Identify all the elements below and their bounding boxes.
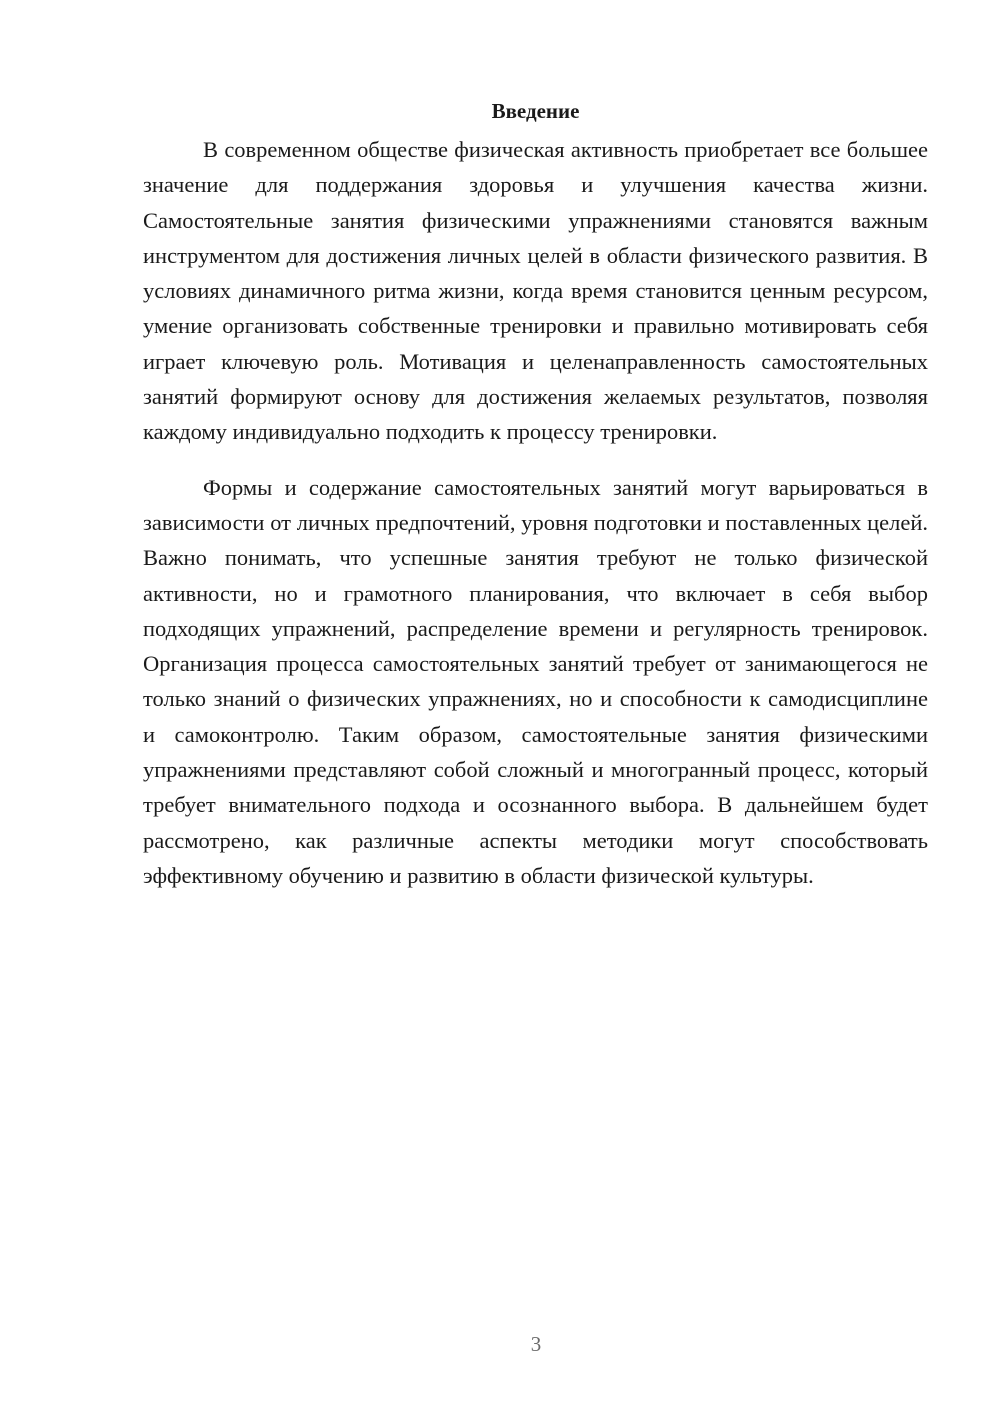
page-number: 3 [530, 1332, 542, 1356]
paragraph-2: Формы и содержание самостоятельных занятий могут варьироваться в зависимости от личных предпочтений, уровня подготовки и поставленных целей. Важно понимать, что успешные занятия требуют не только физической активности, но и грамотного планирования, что включает в себя выбор подходящих упражнений, распределение времени и регулярность тренировок. Организация процесса самостоятельных занятий требует от занимающегося не только знаний о физических упражнениях, но и способности к самодисциплине и самоконтролю. Таким образом, самостоятельные занятия физическими упражнениями представляют собой сложный и многогранный процесс, который требует внимательного подхода и осознанного выбора. В дальнейшем будет рассмотрено, как различные аспекты методики могут способствовать эффективному обучению и развитию в области физической культуры. [143, 474, 928, 888]
section-heading: Введение [491, 99, 580, 123]
paragraph-1: В современном обществе физическая активность приобретает все большее значение для поддержания здоровья и улучшения качества жизни. Самостоятельные занятия физическими упражнениями становятся важным инструментом для достижения личных целей в области физического развития. В условиях динамичного ритма жизни, когда время становится ценным ресурсом, умение организовать собственные тренировки и правильно мотивировать себя играет ключевую роль. Мотивация и целенаправленность самостоятельных занятий формируют основу для достижения желаемых результатов, позволяя каждому индивидуально подходить к процессу тренировки. [143, 137, 928, 445]
page-content [143, 96, 928, 893]
